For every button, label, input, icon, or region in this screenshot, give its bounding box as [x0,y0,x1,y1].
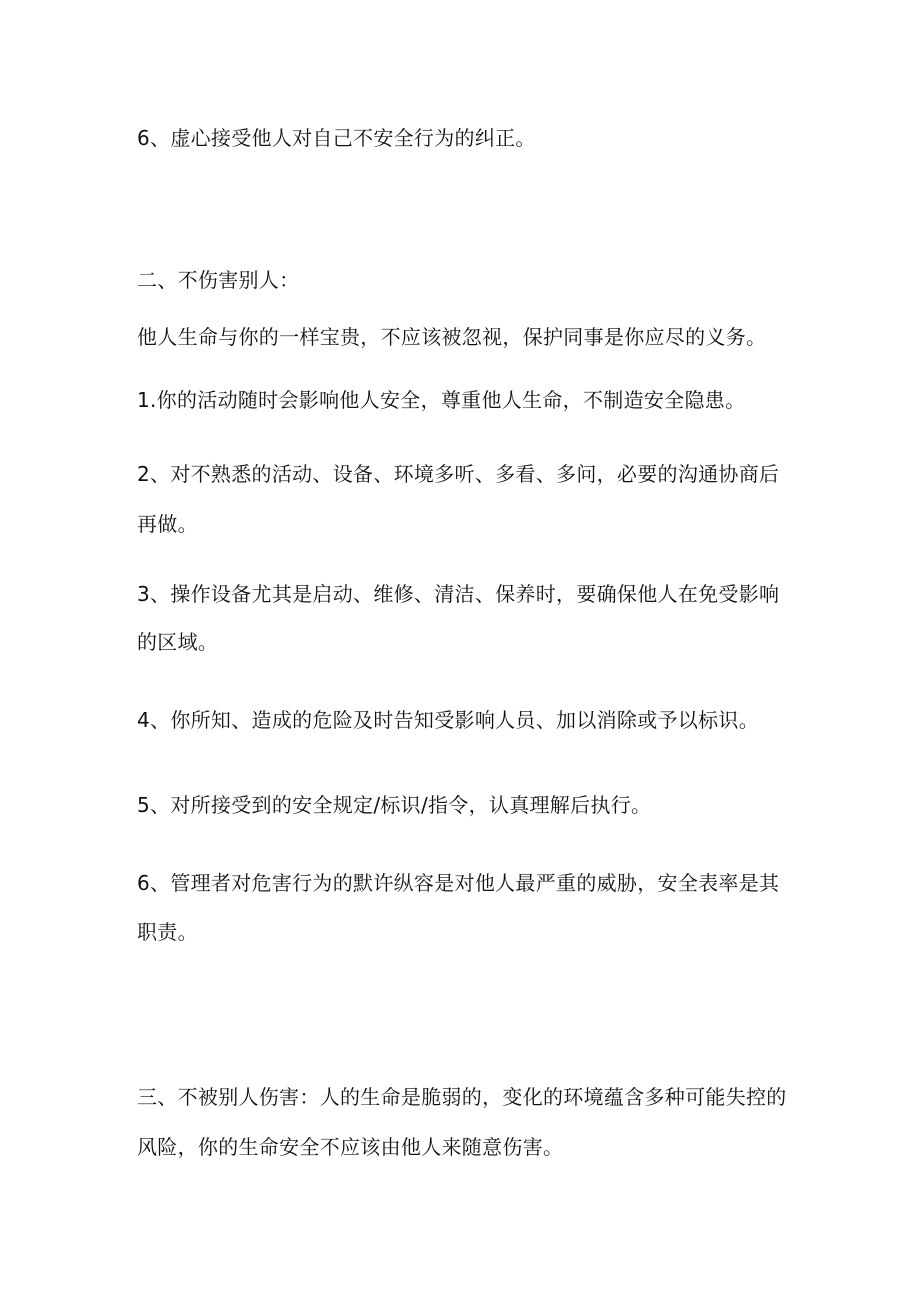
text-line: 6、虚心接受他人对自己不安全行为的纠正。 [137,126,536,150]
text-line: 再做。 [137,512,198,536]
section-heading: 三、不被别人伤害：人的生命是脆弱的，变化的环境蕴含多种可能失控的 [137,1085,787,1109]
text-line: 2、对不熟悉的活动、设备、环境多听、多看、多问，必要的沟通协商后 [137,462,780,486]
section-heading: 二、不伤害别人： [137,268,300,292]
text-line: 职责。 [137,920,198,944]
text-line: 风险，你的生命安全不应该由他人来随意伤害。 [137,1135,564,1159]
text-line: 1.你的活动随时会影响他人安全，尊重他人生命，不制造安全隐患。 [137,388,746,412]
text-line: 3、操作设备尤其是启动、维修、清洁、保养时，要确保他人在免受影响 [137,582,780,606]
text-line: 6、管理者对危害行为的默许纵容是对他人最严重的威胁，安全表率是其 [137,871,780,895]
text-line: 4、你所知、造成的危险及时告知受影响人员、加以消除或予以标识。 [137,708,760,732]
text-line: 他人生命与你的一样宝贵，不应该被忽视，保护同事是你应尽的义务。 [137,325,767,349]
text-line: 的区域。 [137,630,219,654]
text-line: 5、对所接受到的安全规定/标识/指令，认真理解后执行。 [137,793,652,817]
